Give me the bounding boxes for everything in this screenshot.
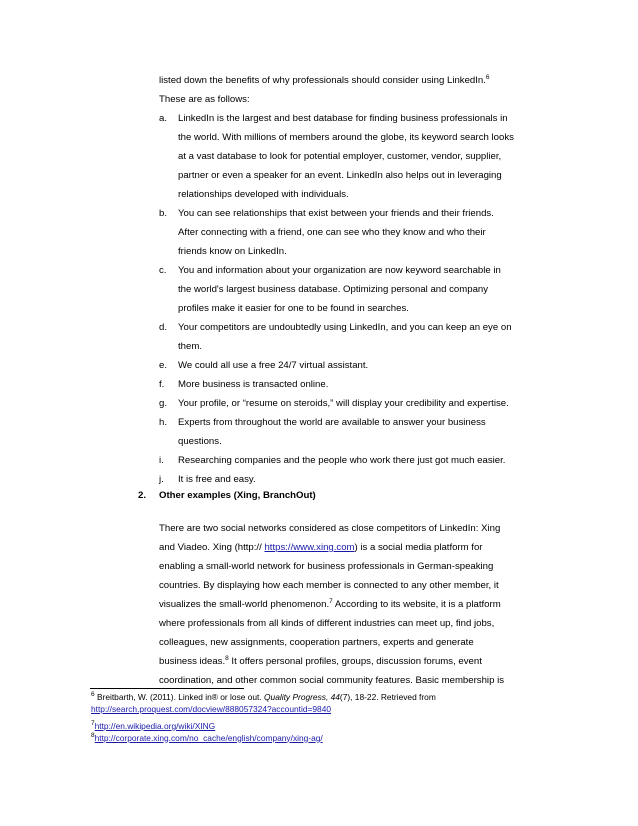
footnote-7 [91,721,551,733]
intro-line-2: These are as follows: [159,94,250,105]
paragraph-text: and Viadeo. Xing (http:// [159,542,265,553]
paragraph-line: where professionals from all kinds of different industries can meet up, find jobs, [159,618,495,629]
footnote-number: 6 [91,691,95,699]
footnote-journal: Quality Progress, 44 [264,692,340,702]
list-marker: j. [159,474,164,485]
list-marker: a. [159,113,168,124]
footnote-text: (7), 18-22. Retrieved from [339,692,436,702]
list-item [159,204,559,261]
footnote-8-link[interactable]: http://corporate.xing.com/no_cache/english/company/xing-ag/ [94,732,323,743]
footnote-ref-6: 6 [485,73,490,81]
section-number: 2. [138,490,147,501]
list-item-line: the world's largest business database. Optimizing personal and company [178,284,489,295]
list-item-line: them. [178,341,202,352]
footnote-ref-7: 7 [329,597,333,605]
list-item-line: You and information about your organization are now keyword searchable in [178,265,501,276]
list-marker: g. [159,398,168,409]
paragraph-line [159,652,564,671]
paragraph-line: enabling a small-world network for business professionals in German-speaking [159,561,494,572]
list-item [159,109,559,204]
paragraph-line: countries. By displaying how each member is connected to any other member, it [159,580,499,591]
paragraph-line [159,538,564,557]
list-item [159,261,559,318]
paragraph-text: business ideas. [159,656,226,667]
list-marker: d. [159,322,168,333]
list-item-line: the world. With millions of members around the globe, its keyword search looks [178,132,514,143]
intro-line [159,71,559,90]
footnote-number: 7 [91,720,95,728]
list-item-line: We could all use a free 24/7 virtual assistant. [178,360,369,371]
list-item [159,413,559,451]
list-item [159,318,559,356]
footnote-ref-8: 8 [225,654,229,662]
footnote-text: Breitbarth, W. (2011). Linked in® or lose out. [94,692,265,702]
list-item-line: at a vast database to look for potential employer, customer, vendor, supplier, [178,151,502,162]
list-marker: f. [159,379,165,390]
list-item-line: profiles make it easier for one to be found in searches. [178,303,409,314]
footnotes [91,692,551,744]
paragraph-line: colleagues, new assignments, cooperation partners, experts and generate [159,637,474,648]
section-paragraph [159,519,564,690]
footnote-6-link[interactable]: http://search.proquest.com/docview/888057324?accountid=9840 [91,703,332,714]
list-item [159,356,559,375]
footnote-divider [90,688,244,689]
benefits-list [159,109,559,489]
list-item-line: friends know on LinkedIn. [178,246,287,257]
footnote-7-link[interactable]: http://en.wikipedia.org/wiki/XING [94,721,216,731]
list-item-line: partner or even a speaker for an event. LinkedIn also helps out in leveraging [178,170,502,181]
paragraph-text: It offers personal profiles, groups, discussion forums, event [228,656,482,667]
list-item [159,375,559,394]
list-item-line: You can see relationships that exist between your friends and their friends. [178,208,494,219]
paragraph-text: ) is a social media platform for [354,542,483,553]
list-item-line: relationships developed with individuals. [178,189,349,200]
footnote-6 [91,692,551,704]
list-item-line: More business is transacted online. [178,379,329,390]
list-item-line: Your competitors are undoubtedly using LinkedIn, and you can keep an eye on [178,322,512,333]
paragraph-text: According to its website, it is a platform [332,599,501,610]
paragraph-text: visualizes the small-world phenomenon. [159,599,330,610]
intro-text-1: listed down the benefits of why professionals should consider using LinkedIn. [159,75,486,86]
footnote-number: 8 [91,731,95,739]
list-item-line: It is free and easy. [178,474,256,485]
list-item-line: Researching companies and the people who work there just got much easier. [178,455,506,466]
list-marker: h. [159,417,168,428]
list-item [159,394,559,413]
benefits-section [159,71,559,489]
paragraph-line: There are two social networks considered as close competitors of LinkedIn: Xing [159,523,501,534]
list-item-line: Your profile, or “resume on steroids,” will display your credibility and expertise. [178,398,509,409]
list-item-line: Experts from throughout the world are available to answer your business [178,417,486,428]
list-item-line: After connecting with a friend, one can see who they know and who their [178,227,486,238]
list-marker: b. [159,208,168,219]
footnote-6-url-line [91,704,551,716]
list-item [159,451,559,470]
section-heading [138,486,316,505]
list-marker: c. [159,265,167,276]
list-marker: i. [159,455,164,466]
paragraph-line: coordination, and other common social community features. Basic membership is [159,675,504,686]
list-item-line: questions. [178,436,222,447]
section-title: Other examples (Xing, BranchOut) [159,490,316,501]
xing-link[interactable]: https://www.xing.com [264,542,355,553]
footnote-8 [91,733,551,745]
paragraph-line [159,595,564,614]
list-marker: e. [159,360,168,371]
list-item-line: LinkedIn is the largest and best database for finding business professionals in [178,113,508,124]
